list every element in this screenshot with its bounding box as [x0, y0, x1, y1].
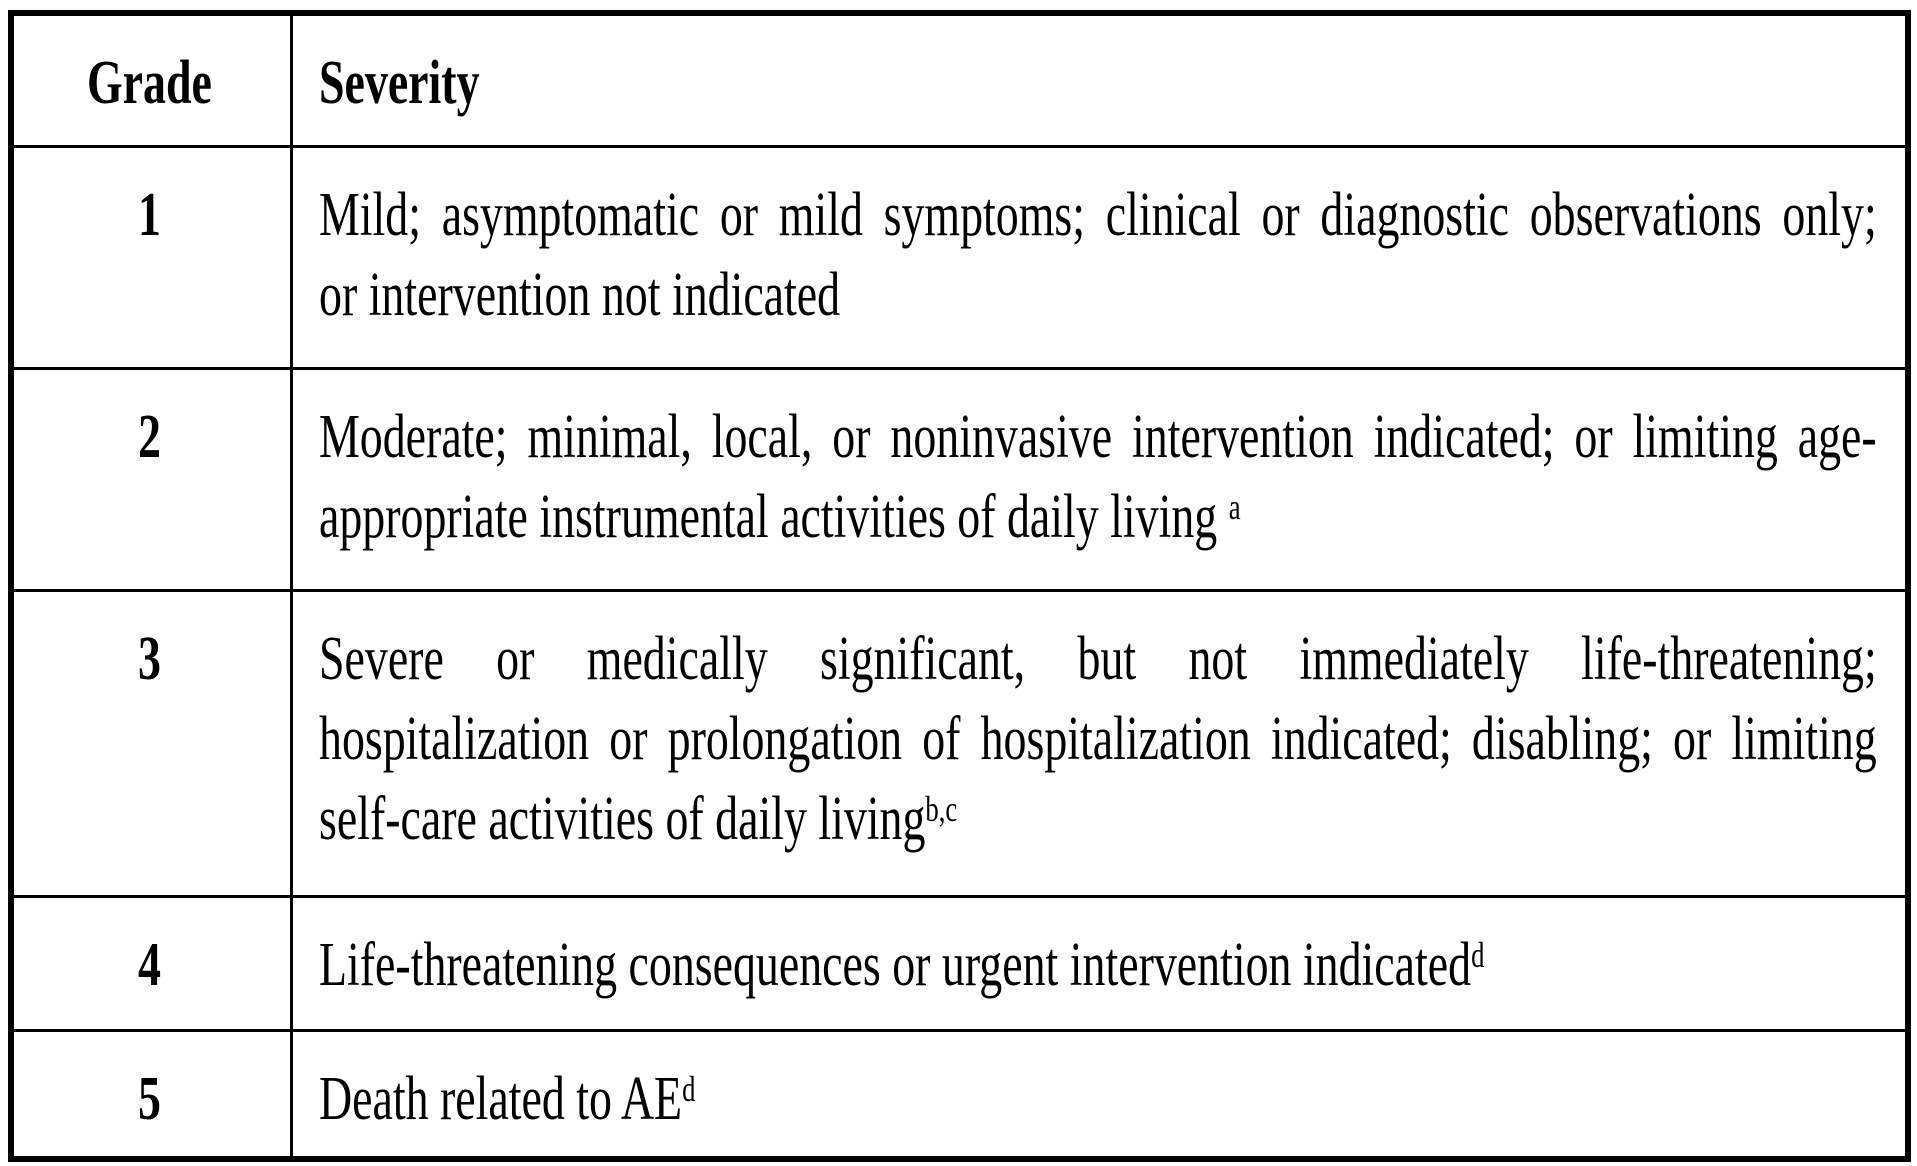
severity-cell — [291, 1030, 1908, 1159]
table-row-grade-3 — [11, 590, 1908, 896]
severity-cell — [291, 896, 1908, 1030]
grade-value: 2 — [137, 402, 161, 471]
table-row-grade-2 — [11, 368, 1908, 590]
grade-cell — [11, 368, 291, 590]
severity-line — [319, 255, 1877, 335]
severity-text: Death related to AE — [318, 1064, 682, 1133]
footnote-marker: a — [1228, 486, 1241, 527]
severity-line — [319, 397, 1877, 477]
severity-line — [319, 699, 1877, 779]
grade-cell — [11, 896, 291, 1030]
severity-line — [319, 619, 1877, 699]
severity-text: hospitalization or prolongation of hospitalization indicated; disabling; or limiting — [318, 704, 1877, 773]
severity-line — [319, 779, 1877, 859]
column-header-grade-label: Grade — [86, 49, 212, 117]
severity-line — [319, 477, 1877, 557]
grade-cell — [11, 1030, 291, 1159]
column-header-severity-label: Severity — [318, 49, 480, 117]
table-row-grade-5 — [11, 1030, 1908, 1159]
severity-text: Mild; asymptomatic or mild symptoms; clinical or diagnostic observations only; — [318, 180, 1877, 249]
footnote-marker: d — [681, 1068, 695, 1109]
severity-line — [319, 175, 1877, 255]
grade-value: 5 — [137, 1064, 161, 1133]
severity-cell — [291, 590, 1908, 896]
table-row-grade-4 — [11, 896, 1908, 1030]
severity-cell — [291, 368, 1908, 590]
severity-grading-table — [8, 10, 1911, 1162]
severity-cell — [291, 146, 1908, 368]
footnote-marker: d — [1470, 934, 1484, 975]
severity-text: appropriate instrumental activities of daily living — [318, 482, 1229, 551]
severity-text: or intervention not indicated — [318, 260, 840, 329]
severity-text: Severe or medically significant, but not immediately life-threatening; — [318, 624, 1877, 693]
column-header-severity — [291, 13, 1908, 146]
header-row — [11, 13, 1908, 146]
grade-value: 3 — [137, 624, 161, 693]
severity-text: Life-threatening consequences or urgent intervention indicated — [318, 930, 1471, 999]
severity-line — [319, 925, 1877, 1005]
severity-text: self-care activities of daily living — [318, 784, 925, 853]
table-row-grade-1 — [11, 146, 1908, 368]
footnote-marker: b,c — [924, 788, 957, 829]
grade-cell — [11, 146, 291, 368]
grade-value: 1 — [137, 180, 161, 249]
severity-text: Moderate; minimal, local, or noninvasive intervention indicated; or limiting age- — [318, 402, 1877, 471]
grade-value: 4 — [137, 930, 161, 999]
grade-cell — [11, 590, 291, 896]
severity-line — [319, 1059, 1877, 1139]
column-header-grade — [11, 13, 291, 146]
